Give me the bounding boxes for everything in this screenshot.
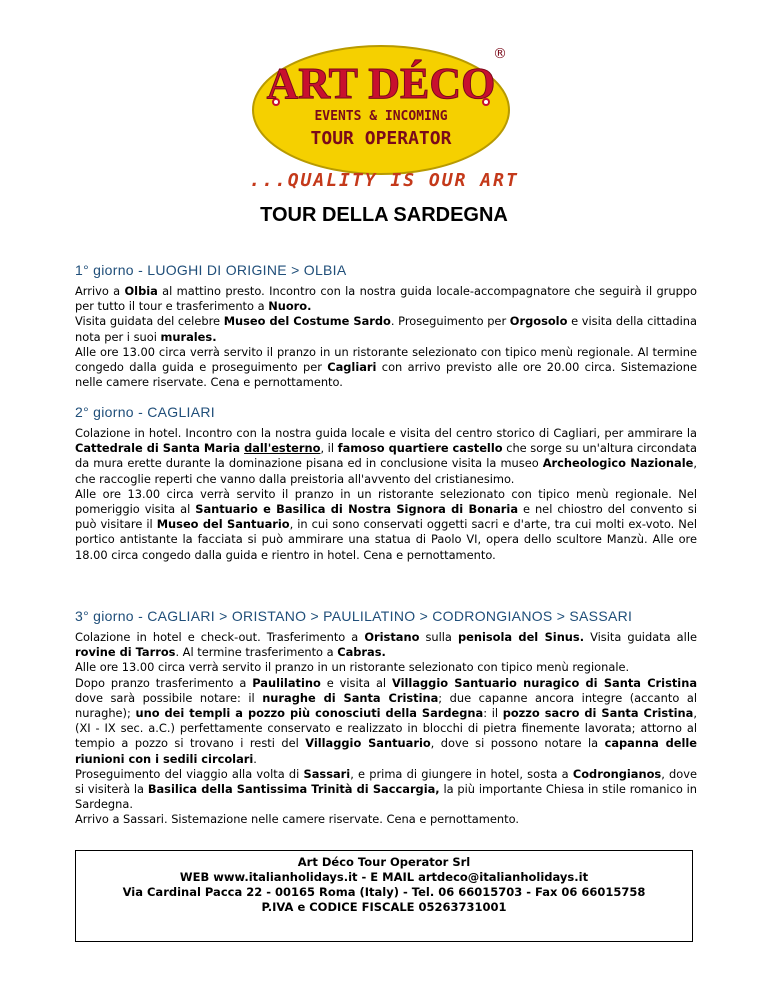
text-run: : il xyxy=(483,706,503,721)
day-section-3 xyxy=(75,608,697,828)
text-run: Museo del Santuario xyxy=(156,517,290,532)
company-logo xyxy=(250,40,520,190)
logo-line1: EVENTS & INCOMING xyxy=(314,109,448,124)
text-run: Oristano xyxy=(364,630,420,644)
footer-web-mail: WEB www.italianholidays.it - E MAIL artdeco@italianholidays.it xyxy=(179,870,589,884)
day-paragraph xyxy=(75,345,697,391)
text-run: ; due capanne ancora integre (accanto al nuraghe); xyxy=(75,690,697,721)
logo-line2: TOUR OPERATOR xyxy=(310,128,452,149)
text-run: Paulilatino xyxy=(252,675,321,690)
page-title: TOUR DELLA SARDEGNA xyxy=(260,204,508,226)
logo-registered: ® xyxy=(493,46,507,62)
day-paragraph xyxy=(75,487,697,563)
text-run: Archeologico Nazionale xyxy=(542,456,694,471)
text-run: sulla xyxy=(419,630,458,644)
day-heading: 1° giorno - LUOGHI DI ORIGINE > OLBIA xyxy=(75,262,347,278)
text-run: Cagliari xyxy=(327,360,377,375)
text-run: Proseguimento del viaggio alla volta di xyxy=(75,766,304,781)
day-paragraph xyxy=(75,676,697,767)
day-paragraph xyxy=(75,767,697,813)
text-run: penisola del Sinus. xyxy=(457,630,585,644)
day-heading: 3° giorno - CAGLIARI > ORISTANO > PAULILATINO > CODRONGIANOS > SASSARI xyxy=(75,608,633,624)
day-heading: 2° giorno - CAGLIARI xyxy=(75,404,215,420)
text-run: , (XI - IX sec. a.C.) perfettamente conservato e realizzato in blocchi di pietra finemente lavorata; attorno al tempio a pozzo si trovano i resti del xyxy=(75,706,697,751)
text-run: Villaggio Santuario xyxy=(305,736,431,751)
text-run: murales. xyxy=(160,329,217,344)
text-run: Visita guidata del celebre xyxy=(75,314,224,329)
text-run: Arrivo a Sassari. Sistemazione nelle camere riservate. Cena e pernottamento. xyxy=(75,812,519,827)
day-description xyxy=(75,426,697,563)
text-run: Basilica della Santissima Trinità di Saccargia, xyxy=(147,782,440,797)
text-run: capanna delle riunioni con i sedili circolari xyxy=(75,736,698,766)
text-run: rovine di Tarros xyxy=(75,645,176,660)
text-run: uno dei templi a pozzo più conosciuti della Sardegna xyxy=(135,706,484,721)
tagline: ...QUALITY IS OUR ART xyxy=(249,170,519,191)
text-run: Alle ore 13.00 circa verrà servito il pranzo in un ristorante selezionato con tipico menù regionale. xyxy=(75,660,630,675)
text-run: Cattedrale di Santa Maria xyxy=(75,441,245,456)
day-paragraph xyxy=(75,630,697,660)
text-run: Alle ore 13.00 circa verrà servito il pranzo in un ristorante selezionato con tipico menù regionale. Al termine congedo dalla guida e proseguimento per xyxy=(75,344,697,375)
text-run: Alle ore 13.00 circa verrà servito il pranzo in un ristorante selezionato con tipico menù regionale. Nel pomeriggio visita al xyxy=(75,486,697,517)
text-run: Olbia xyxy=(124,284,158,298)
text-run: , in cui sono conservati oggetti sacri e d'arte, tra cui molti ex-voto. Nel portico antistante la facciata si può ammirare una statua di Paolo VI, opera dello scultore Manzù. Alle ore 18.00 circa congedo dalla guida e rientro in hotel. Cena e pernottamento. xyxy=(75,517,697,562)
day-paragraph xyxy=(75,314,697,344)
text-run: Visita guidata alle xyxy=(584,630,697,644)
text-run: pozzo sacro di Santa Cristina xyxy=(502,706,694,721)
text-run: dove sarà possibile notare: il xyxy=(75,690,263,705)
day-description xyxy=(75,630,697,828)
text-run: Colazione in hotel e check-out. Trasferimento a xyxy=(75,630,365,644)
text-run: Sassari xyxy=(303,766,351,781)
logo-brand: ART DÉCO xyxy=(266,59,496,108)
day-section-2 xyxy=(75,404,697,563)
text-run: e visita della cittadina nota per i suoi xyxy=(75,314,698,344)
company-footer xyxy=(75,850,693,942)
footer-company: Art Déco Tour Operator Srl xyxy=(297,855,471,869)
text-run: , il xyxy=(320,441,338,456)
day-paragraph xyxy=(75,284,697,314)
text-run: al mattino presto. Incontro con la nostra guida locale-accompagnatore che seguirà il gruppo per tutto il tour e trasferimento a xyxy=(75,284,698,314)
day-description xyxy=(75,284,697,390)
text-run: , dove si possono notare la xyxy=(430,736,605,751)
text-run: Cabras. xyxy=(337,645,386,660)
text-run: . xyxy=(253,751,257,766)
text-run: la più importante Chiesa in stile romanico in Sardegna. xyxy=(75,782,697,812)
text-run: con arrivo previsto alle ore 20.00 circa. Sistemazione nelle camere riservate. Cena e pernottamento. xyxy=(75,360,697,390)
footer-vat: P.IVA e CODICE FISCALE 05263731001 xyxy=(261,900,507,914)
text-run: Santuario e Basilica di Nostra Signora di Bonaria xyxy=(195,502,519,517)
text-run: nuraghe di Santa Cristina xyxy=(262,690,439,705)
text-run: , dove si visiterà la xyxy=(75,766,697,797)
text-run: , che raccoglie reperti che vanno dalla preistoria all'avvento del cristianesimo. xyxy=(75,456,697,486)
text-run: Colazione in hotel. Incontro con la nostra guida locale e visita del centro storico di Cagliari, per ammirare la xyxy=(75,426,697,440)
text-run: . Al termine trasferimento a xyxy=(175,645,338,660)
day-paragraph xyxy=(75,426,697,487)
text-run: Museo del Costume Sardo xyxy=(223,314,391,329)
text-run: e nel chiostro del convento si può visitare il xyxy=(75,502,697,532)
day-paragraph xyxy=(75,812,697,827)
text-run: Codrongianos xyxy=(572,766,662,781)
text-run: , e prima di giungere in hotel, sosta a xyxy=(350,766,573,781)
text-run: . Proseguimento per xyxy=(390,314,510,329)
text-run: Nuoro. xyxy=(268,299,312,314)
text-run: famoso quartiere castello xyxy=(337,441,503,456)
text-run: Orgosolo xyxy=(509,314,568,329)
day-paragraph xyxy=(75,660,697,675)
text-run: Arrivo a xyxy=(75,284,125,298)
footer-address: Via Cardinal Pacca 22 - 00165 Roma (Italy) - Tel. 06 66015703 - Fax 06 66015758 xyxy=(122,885,646,899)
text-run: Dopo pranzo trasferimento a xyxy=(75,675,253,690)
day-section-1 xyxy=(75,262,697,390)
text-run: che sorge su un'altura circondata da mura erette durante la dominazione pisana ed in conclusione visita la museo xyxy=(75,441,698,471)
text-run: Villaggio Santuario nuragico di Santa Cristina xyxy=(392,675,698,690)
text-run: dall'esterno xyxy=(244,441,321,456)
text-run: e visita al xyxy=(320,675,392,690)
